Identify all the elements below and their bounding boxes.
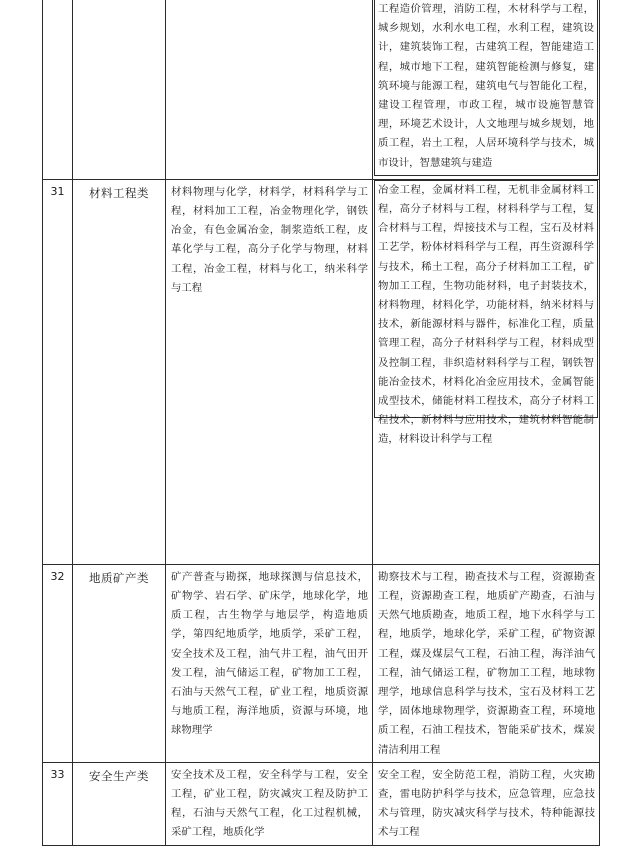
vocational-majors-cell: 勘察技术与工程，勘查技术与工程，资源勘查工程，资源勘查工程，地质矿产勘查，石油与天然气地质勘查，地质工程，地下水科学与工程，地质学，地球化学，采矿工程，矿物资源工程，煤及煤层气工程，石油工程，海洋油气工程，油气储运工程，矿物加工工程，地球物理学，地球信息科学与技术，宝石及材料工艺学，固体地球物理学，资源勘查工程，环境地质工程，石油工程技术，智能采矿技术，煤炭清洁利用工程 — [373, 564, 600, 762]
category-cell — [73, 0, 166, 179]
table-row — [43, 179, 600, 564]
vocational-majors-cell: 安全工程，安全防范工程，消防工程，火灾勘查，雷电防护科学与技术，应急管理，应急技术与管理，防灾减灾科学与技术，特种能源技术与工程 — [373, 762, 600, 845]
row-number-cell — [43, 0, 73, 179]
table-row — [43, 564, 600, 762]
undergrad-majors-cell: 材料物理与化学，材料学，材料科学与工程，材料加工工程，冶金物理化学，钢铁冶金，有色金属冶金，制浆造纸工程，皮革化学与工程，高分子化学与物理，材料工程，冶金工程，材料与化工，纳米科学与工程 — [166, 179, 373, 564]
table-row — [43, 0, 600, 179]
majors-table — [42, 0, 600, 846]
category-cell: 地质矿产类 — [73, 564, 166, 762]
row-number-cell: 32 — [43, 564, 73, 762]
vocational-majors-text: 冶金工程，金属材料工程，无机非金属材料工程，高分子材料与工程，材料科学与工程，复合材料与工程，焊接技术与工程，宝石及材料工艺学，粉体材料科学与工程，再生资源科学与技术，稀土工程，高分子材料加工工程，矿物加工工程，生物功能材料，电子封装技术，材料物理，材料化学，功能材料，纳米材料与技术，新能源材料与器件，标准化工程，质量管理工程，高分子材料科学与工程，材料成型及控制工程，非织造材料科学与工程，钢铁智能冶金技术，材料化冶金应用技术，金属智能成型技术，储能材料工程技术，高分子材料工程技术，新材料与应用技术，建筑材料智能制造，材料设计科学与工程 — [378, 183, 594, 446]
vocational-majors-cell — [373, 179, 600, 564]
vocational-majors-cell — [373, 0, 600, 179]
undergrad-majors-cell: 安全技术及工程，安全科学与工程，安全工程，矿业工程，防灾减灾工程及防护工程，石油与天然气工程，化工过程机械，采矿工程，地质化学 — [166, 762, 373, 845]
vocational-majors-box — [374, 0, 598, 176]
undergrad-majors-cell — [166, 0, 373, 179]
row-number-cell: 33 — [43, 762, 73, 845]
undergrad-majors-cell: 矿产普查与勘探，地球探测与信息技术，矿物学、岩石学、矿床学，地球化学，地质工程，古生物学与地层学，构造地质学，第四纪地质学，地质学，采矿工程，安全技术及工程，油气井工程，油气田开发工程，油气储运工程，矿物加工工程，石油与天然气工程，矿业工程，地质资源与地质工程，海洋地质，资源与环境，地球物理学 — [166, 564, 373, 762]
row-number-cell: 31 — [43, 179, 73, 564]
vocational-majors-box — [374, 180, 598, 446]
vocational-majors-text: 工程造价管理，消防工程，木材科学与工程，城乡规划，水利水电工程，水利工程，建筑设计，建筑装饰工程，古建筑工程，智能建造工程，城市地下工程，建筑智能检测与修复，建筑环境与能源工程，建筑电气与智能化工程，建设工程管理，市政工程，城市设施智慧管理，环境艺术设计，人文地理与城乡规划，地质工程，岩土工程，人居环境科学与技术，城市设计，智慧建筑与建造 — [378, 3, 594, 169]
category-cell: 安全生产类 — [73, 762, 166, 845]
table-row — [43, 762, 600, 845]
category-cell: 材料工程类 — [73, 179, 166, 564]
